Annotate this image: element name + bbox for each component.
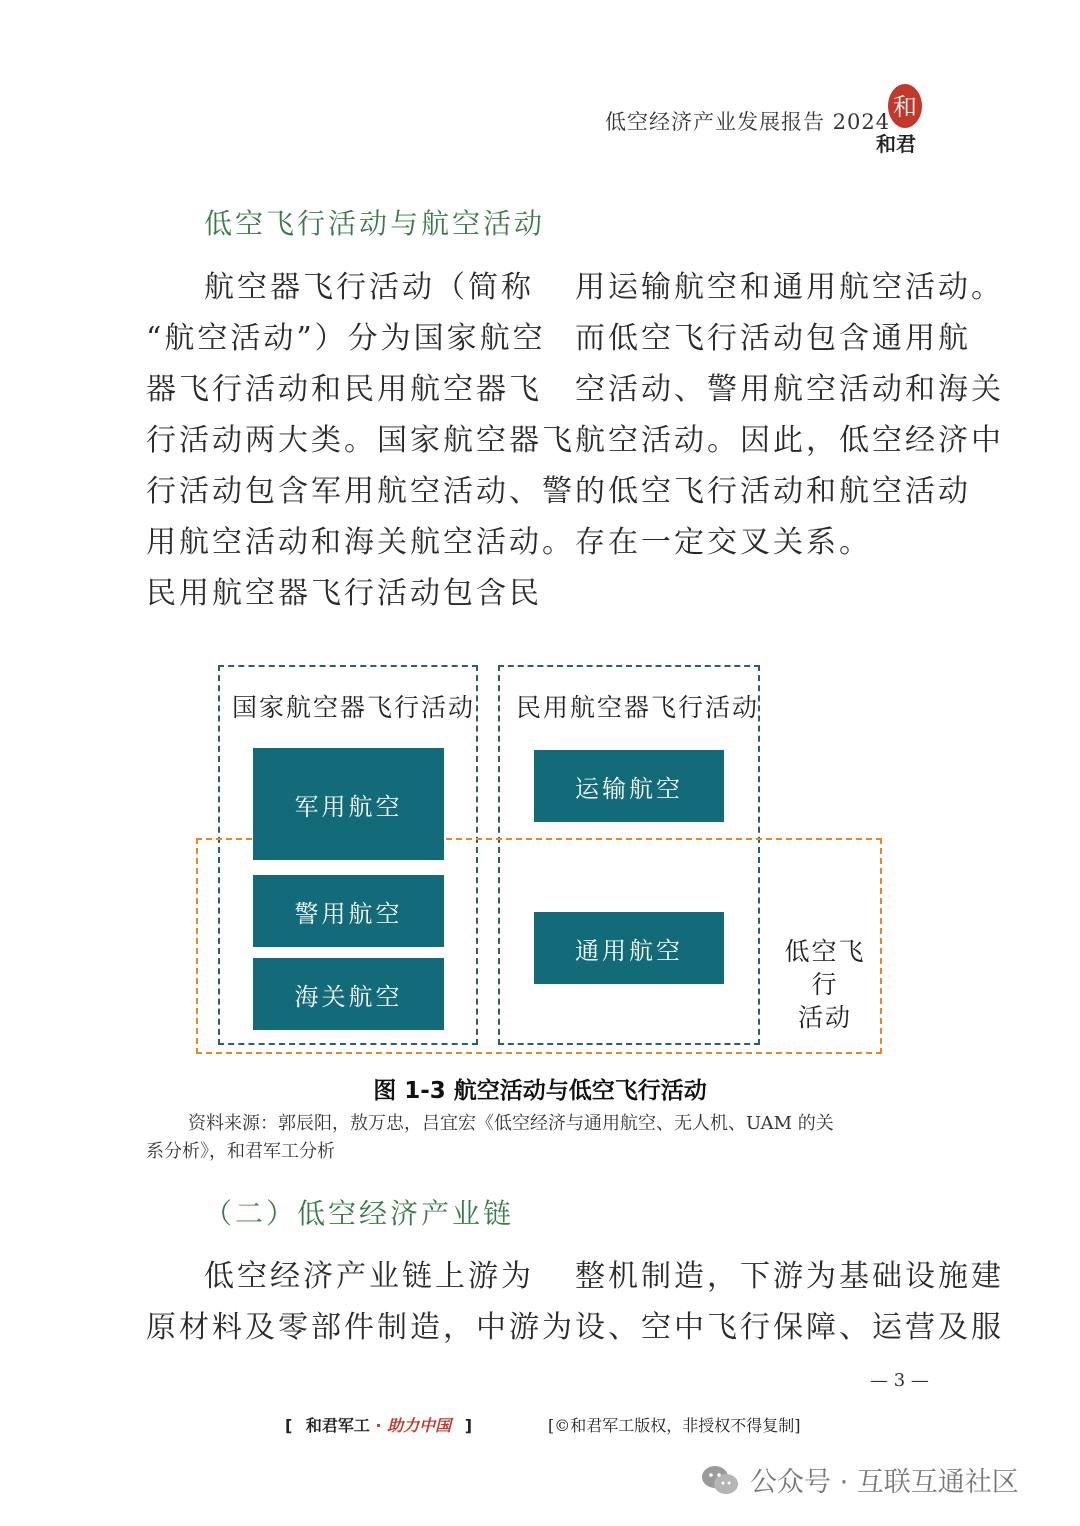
general-aviation-box: 通用航空 — [534, 912, 724, 984]
low-altitude-label-line1: 低空飞行 — [784, 937, 866, 999]
wechat-icon — [700, 1463, 740, 1497]
footer-brand-name: 和君军工 — [305, 1416, 370, 1435]
text-line: 而低空飞行活动包含通用航 — [575, 321, 971, 356]
paragraph-left-column-2 — [146, 1251, 575, 1353]
footer-brand — [285, 1413, 472, 1436]
wechat-watermark — [700, 1460, 1019, 1499]
text-line: 的低空飞行活动和航空活动 — [575, 474, 971, 509]
paragraph-left-column — [146, 262, 575, 619]
text-line: 存在一定交叉关系。 — [575, 525, 872, 560]
text-line: 航空活动。因此，低空经济中 — [575, 423, 1004, 458]
text-line: 空活动、警用航空活动和海关 — [575, 372, 1004, 407]
low-altitude-label-line2: 活动 — [797, 1003, 852, 1032]
source-line: 系分析》，和君军工分析 — [146, 1141, 335, 1162]
source-line: 资料来源：郭辰阳，敖万忠，吕宜宏《低空经济与通用航空、无人机、UAM 的关 — [188, 1113, 834, 1134]
transport-aviation-box: 运输航空 — [534, 750, 724, 822]
footer-slogan: 助力中国 — [387, 1416, 452, 1435]
police-aviation-box: 警用航空 — [253, 875, 444, 947]
text-line: 整机制造，下游为基础设施建 — [575, 1259, 1004, 1294]
text-line: 低空经济产业链上游为 — [204, 1259, 534, 1294]
figure-caption: 图 1-3 航空活动与低空飞行活动 — [373, 1078, 707, 1104]
figure-source — [146, 1110, 946, 1166]
seal-glyph: 和 — [893, 93, 917, 121]
text-line: 行活动包含军用航空活动、警 — [146, 474, 575, 509]
text-line: 设、空中飞行保障、运营及服 — [575, 1310, 1004, 1345]
watermark-text: 公众号 · 互联互通社区 — [750, 1467, 1019, 1498]
text-line: 用运输航空和通用航空活动。 — [575, 270, 1004, 305]
bracket-close: ] — [464, 1416, 473, 1435]
national-group-label: 国家航空器飞行活动 — [232, 693, 476, 722]
paragraph-right-column-2 — [575, 1251, 1004, 1353]
civil-group-label: 民用航空器飞行活动 — [516, 693, 760, 722]
text-line: 用航空活动和海关航空活动。 — [146, 525, 575, 560]
subsection-heading: （二）低空经济产业链 — [204, 1197, 515, 1230]
report-title: 低空经济产业发展报告 2024 — [605, 110, 891, 134]
text-line: 民用航空器飞行活动包含民 — [146, 576, 542, 611]
footer-copyright: [©和君军工版权，非授权不得复制] — [548, 1416, 801, 1435]
section-heading: 低空飞行活动与航空活动 — [204, 207, 546, 240]
bracket-open: [ — [285, 1416, 293, 1435]
text-line: 器飞行活动和民用航空器飞 — [146, 372, 542, 407]
paragraph-right-column — [575, 262, 1004, 568]
text-line: 行活动两大类。国家航空器飞 — [146, 423, 575, 458]
brand-logo-text: 和君 — [876, 132, 916, 156]
low-altitude-label — [772, 935, 878, 1034]
page-number: — 3 — — [870, 1370, 929, 1391]
text-line: “航空活动”）分为国家航空 — [146, 321, 546, 356]
footer-dot: · — [375, 1416, 382, 1435]
customs-aviation-box: 海关航空 — [253, 958, 444, 1030]
military-aviation-box: 军用航空 — [253, 748, 444, 860]
text-line: 航空器飞行活动（简称 — [204, 270, 534, 305]
text-line: 原材料及零部件制造，中游为 — [146, 1310, 575, 1345]
